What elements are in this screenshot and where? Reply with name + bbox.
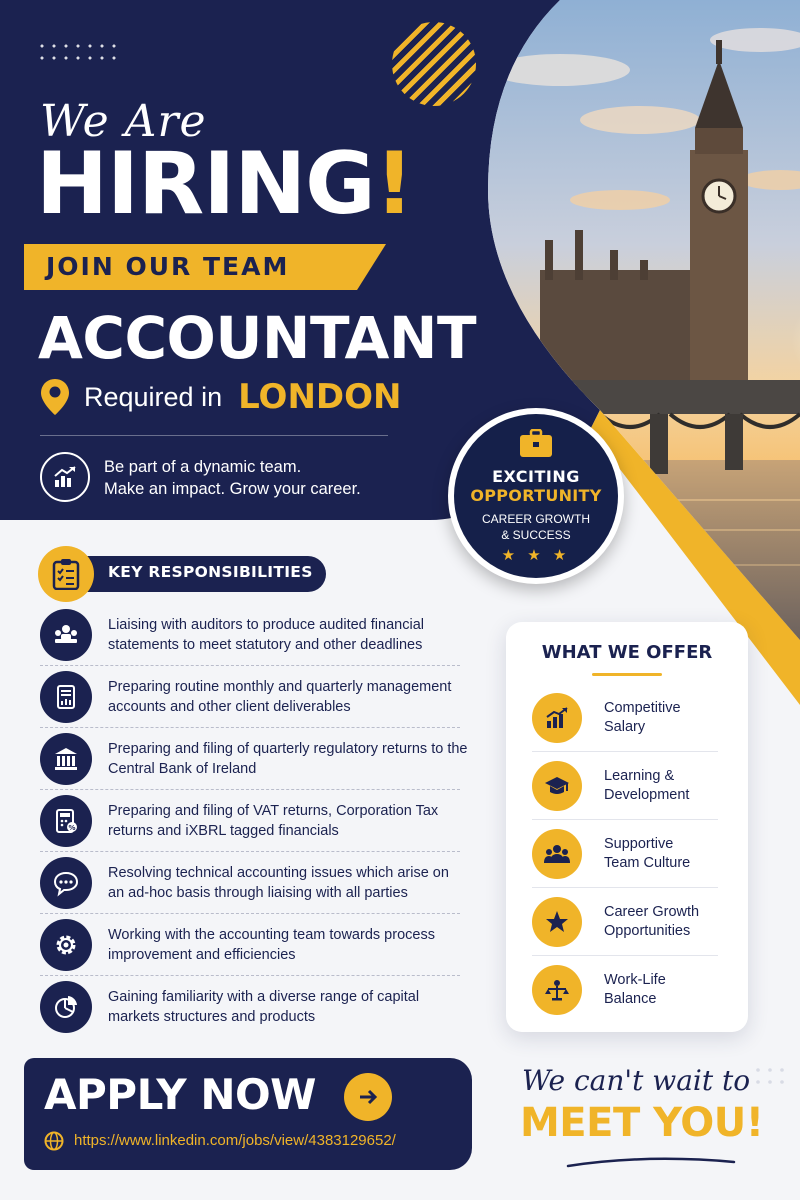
responsibilities-list [40,604,468,1038]
graduation-cap-icon [532,761,582,811]
arrow-right-icon [356,1085,380,1109]
list-item [40,604,460,666]
offer-item-balance [532,956,718,1024]
growth-chart-icon [532,693,582,743]
offer-title-underline [592,673,662,676]
report-icon [40,671,92,723]
meeting-icon [40,609,92,661]
badge-line-1: EXCITING [492,466,580,486]
balance-icon [532,965,582,1015]
tagline-line-2: Make an impact. Grow your career. [104,480,361,498]
offer-item-career [532,888,718,956]
required-in-label: Required in [84,381,223,412]
gear-icon [40,919,92,971]
offer-item-label: Work-Life Balance [604,972,666,1007]
location-line [40,376,402,418]
we-are-script: We Are [40,96,207,147]
exclamation-mark: ! [374,134,413,234]
globe-icon [44,1131,64,1151]
apply-now-label[interactable]: APPLY NOW [44,1070,317,1119]
apply-arrow-button[interactable] [344,1073,392,1121]
dot-grid-decoration [36,40,122,66]
meet-you-headline: MEET YOU! [520,1100,764,1146]
pie-chart-icon [40,981,92,1033]
offer-item-learning [532,752,718,820]
badge-line-2: OPPORTUNITY [470,485,602,505]
list-item [40,852,460,914]
chat-icon [40,857,92,909]
tagline-line-1: Be part of a dynamic team. [104,458,302,476]
apply-link[interactable]: https://www.linkedin.com/jobs/view/4383129652/ [74,1132,396,1149]
responsibility-text: Preparing routine monthly and quarterly management accounts and other client deliverables [108,678,452,715]
city-label: LONDON [238,377,402,417]
star-icon [532,897,582,947]
responsibility-text: Resolving technical accounting issues which arise on an ad-hoc basis through liaising with all parties [108,864,449,901]
growth-chart-circle-icon [40,452,90,502]
underline-swoosh [566,1152,736,1172]
offer-item-salary [532,684,718,752]
checklist-icon [38,546,94,602]
badge-line-3: CAREER GROWTH [482,511,590,526]
bank-icon [40,733,92,785]
header-divider [40,435,388,436]
what-we-offer-card [506,622,748,1032]
list-item [40,728,468,790]
list-item [40,914,460,976]
svg-text:%: % [68,823,76,832]
job-title: ACCOUNTANT [38,304,477,372]
responsibility-text: Preparing and filing of quarterly regulatory returns to the Central Bank of Ireland [108,740,468,777]
responsibility-text: Gaining familiarity with a diverse range of capital markets structures and products [108,989,420,1025]
offer-item-label: Supportive Team Culture [604,835,691,871]
list-item [40,790,460,852]
offer-item-label: Learning & Development [604,767,690,803]
join-our-team-label: JOIN OUR TEAM [46,252,290,281]
closing-script: We can't wait to [522,1064,751,1097]
list-item [40,976,460,1038]
tagline [104,456,361,500]
responsibility-text: Working with the accounting team towards process improvement and efficiencies [108,926,435,963]
tax-calculator-icon [40,795,92,847]
badge-line-4: & SUCCESS [501,527,571,542]
offer-item-label: Competitive Salary [604,699,681,735]
opportunity-badge [448,408,624,584]
hiring-headline: HIRING! [36,134,413,234]
striped-circle-decoration [392,22,476,106]
responsibilities-title: KEY RESPONSIBILITIES [108,563,313,581]
location-pin-icon [40,378,70,416]
offer-title: WHAT WE OFFER [541,642,713,663]
responsibility-text: Preparing and filing of VAT returns, Corporation Tax returns and iXBRL tagged financials [108,802,439,839]
briefcase-icon [519,429,553,459]
offer-item-label: Career Growth Opportunities [604,903,700,939]
responsibility-text: Liaising with auditors to produce audited financial statements to meet statutory and other deadlines [108,616,424,653]
badge-stars: ★ ★ ★ [501,546,571,564]
list-item [40,666,460,728]
team-icon [532,829,582,879]
offer-item-team [532,820,718,888]
